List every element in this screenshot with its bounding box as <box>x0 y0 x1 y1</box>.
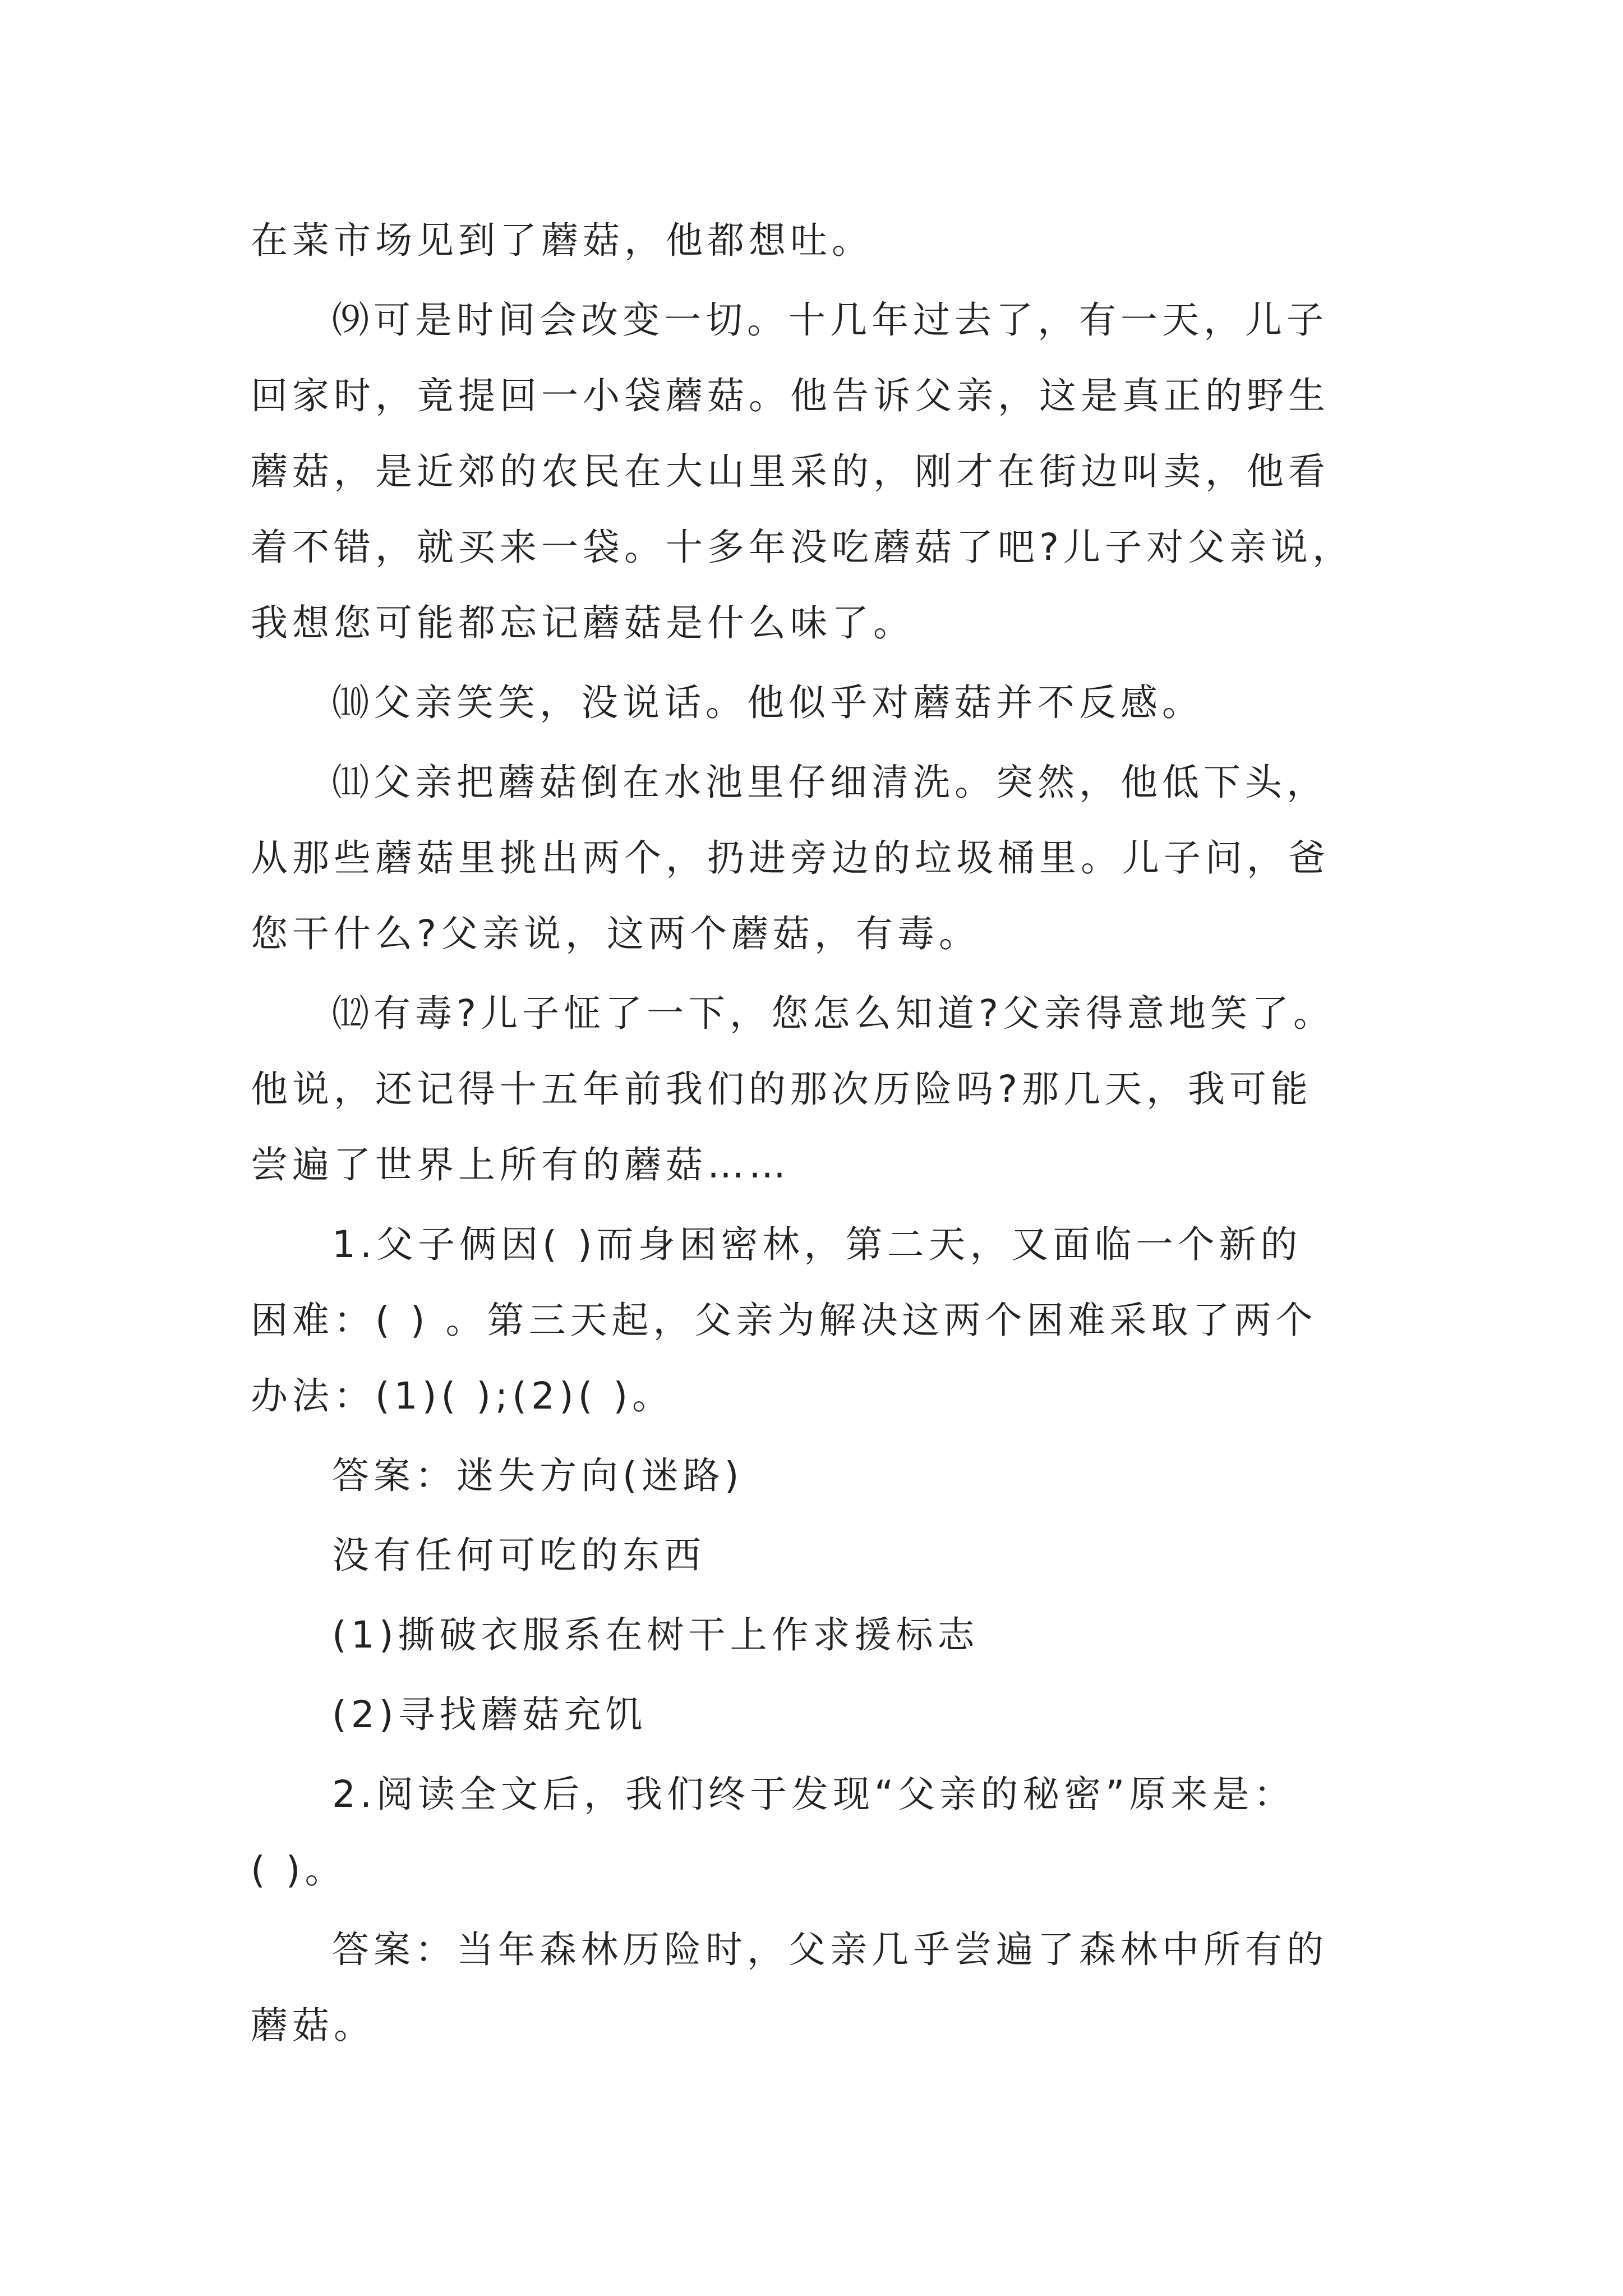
paragraph-9-line-1: ⑼可是时间会改变一切。十几年过去了，有一天，儿子 <box>332 298 1328 342</box>
answer-1-line-4: (2)寻找蘑菇充饥 <box>332 1693 647 1736</box>
text-line-1: 在菜市场见到了蘑菇，他都想吐。 <box>251 219 873 262</box>
paragraph-12-line-3: 尝遍了世界上所有的蘑菇…… <box>251 1143 790 1186</box>
answer-1-line-1: 答案：迷失方向(迷路) <box>332 1454 744 1497</box>
answer-2-line-2: 蘑菇。 <box>251 2004 375 2047</box>
answer-1-line-3: (1)撕破衣服系在树干上作求援标志 <box>332 1613 979 1657</box>
paragraph-11-line-3: 您干什么?父亲说，这两个蘑菇，有毒。 <box>251 912 981 955</box>
paragraph-9-line-3: 蘑菇，是近郊的农民在大山里采的，刚才在街边叫卖，他看 <box>251 450 1330 493</box>
question-1-line-1: 1.父子俩因( )而身困密林，第二天，又面临一个新的 <box>332 1223 1302 1266</box>
paragraph-9-line-4: 着不错，就买来一袋。十多年没吃蘑菇了吧?儿子对父亲说， <box>251 526 1354 569</box>
answer-1-line-2: 没有任何可吃的东西 <box>332 1534 706 1577</box>
paragraph-11-line-2: 从那些蘑菇里挑出两个，扔进旁边的垃圾桶里。儿子问，爸 <box>251 836 1330 880</box>
question-1-line-2: 困难：( ) 。第三天起，父亲为解决这两个困难采取了两个 <box>251 1299 1317 1342</box>
paragraph-12-line-2: 他说，还记得十五年前我们的那次历险吗?那几天，我可能 <box>251 1068 1313 1111</box>
question-2-line-1: 2.阅读全文后，我们终于发现“父亲的秘密”原来是： <box>332 1773 1295 1816</box>
paragraph-12-line-1: ⑿有毒?儿子怔了一下，您怎么知道?父亲得意地笑了。 <box>332 992 1335 1035</box>
question-1-line-3: 办法：(1)( );(2)( )。 <box>251 1374 674 1418</box>
answer-2-line-1: 答案：当年森林历险时，父亲几乎尝遍了森林中所有的 <box>332 1928 1328 1971</box>
paragraph-10-line-1: ⑽父亲笑笑，没说话。他似乎对蘑菇并不反感。 <box>332 681 1204 724</box>
paragraph-11-line-1: ⑾父亲把蘑菇倒在水池里仔细清洗。突然，他低下头， <box>332 761 1328 804</box>
paragraph-9-line-5: 我想您可能都忘记蘑菇是什么味了。 <box>251 601 915 645</box>
question-2-line-2: ( )。 <box>251 1848 347 1892</box>
paragraph-9-line-2: 回家时，竟提回一小袋蘑菇。他告诉父亲，这是真正的野生 <box>251 374 1330 417</box>
